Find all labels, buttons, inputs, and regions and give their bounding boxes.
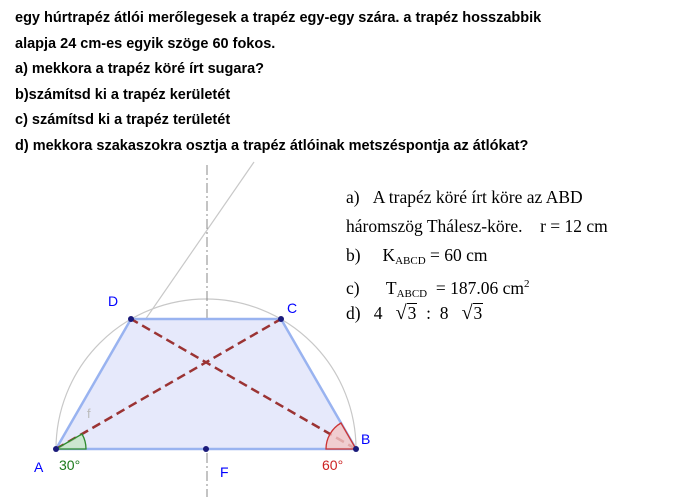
answer-b-value: = 60 cm — [430, 245, 488, 265]
point-F — [203, 446, 209, 452]
answer-c-value: = 187.06 cm — [435, 278, 524, 298]
answer-a-label: a) — [346, 187, 360, 207]
answer-d-separator: : — [426, 303, 431, 323]
answer-a-text2: háromszög Thálesz-köre. — [346, 216, 523, 236]
problem-line-6: d) mekkora szakaszokra osztja a trapéz átlóinak metszéspontja az átlókat? — [15, 137, 529, 154]
problem-line-5: c) számítsd ki a trapéz területét — [15, 112, 231, 128]
answer-b-subscript: ABCD — [395, 255, 426, 267]
answer-d-radicand1: 3 — [407, 303, 417, 323]
answer-d-coef2: 8 — [439, 303, 449, 323]
answer-c-symbol: T — [385, 278, 397, 298]
label-F: F — [220, 464, 229, 480]
answer-b-label: b) — [346, 245, 361, 265]
answer-a-line-2 — [346, 212, 696, 241]
sqrt-icon: √ — [461, 302, 473, 324]
answer-d-radicand2: 3 — [473, 303, 483, 323]
answer-c-subscript: ABCD — [396, 288, 428, 300]
angle-label-B: 60° — [322, 457, 344, 473]
answer-d-line — [346, 299, 696, 328]
point-B — [353, 446, 359, 452]
answer-c-label: c) — [346, 278, 360, 298]
answer-d-label: d) — [346, 303, 361, 323]
label-f: f — [87, 406, 91, 421]
answer-b-line — [346, 241, 696, 270]
label-A: A — [34, 459, 44, 475]
problem-line-4: b)számítsd ki a trapéz kerületét — [15, 86, 231, 103]
label-B: B — [361, 431, 371, 447]
problem-line-1: egy húrtrapéz átlói merőlegesek a trapéz egy-egy szára. a trapéz hosszabbik — [15, 10, 542, 26]
answer-d-coef1: 4 — [373, 303, 383, 323]
answer-a-line-1 — [346, 183, 696, 212]
label-C: C — [287, 300, 298, 316]
problem-line-3: a) mekkora a trapéz köré írt sugara? — [15, 61, 265, 77]
point-D — [128, 316, 134, 322]
answers-block — [346, 183, 696, 328]
answer-b-symbol: K — [382, 245, 396, 265]
sqrt-icon: √ — [395, 302, 407, 324]
point-C — [278, 316, 284, 322]
answer-c-line — [346, 270, 696, 299]
answer-a-radius: r = 12 cm — [540, 216, 608, 236]
label-D: D — [108, 293, 119, 309]
answer-a-text1: A trapéz köré írt köre az ABD — [372, 187, 583, 207]
trapezoid-ABCD — [56, 319, 356, 449]
point-A — [53, 446, 59, 452]
angle-label-A: 30° — [59, 457, 81, 473]
answer-c-superscript: 2 — [524, 278, 530, 290]
problem-line-2: alapja 24 cm-es egyik szöge 60 fokos. — [15, 35, 276, 52]
